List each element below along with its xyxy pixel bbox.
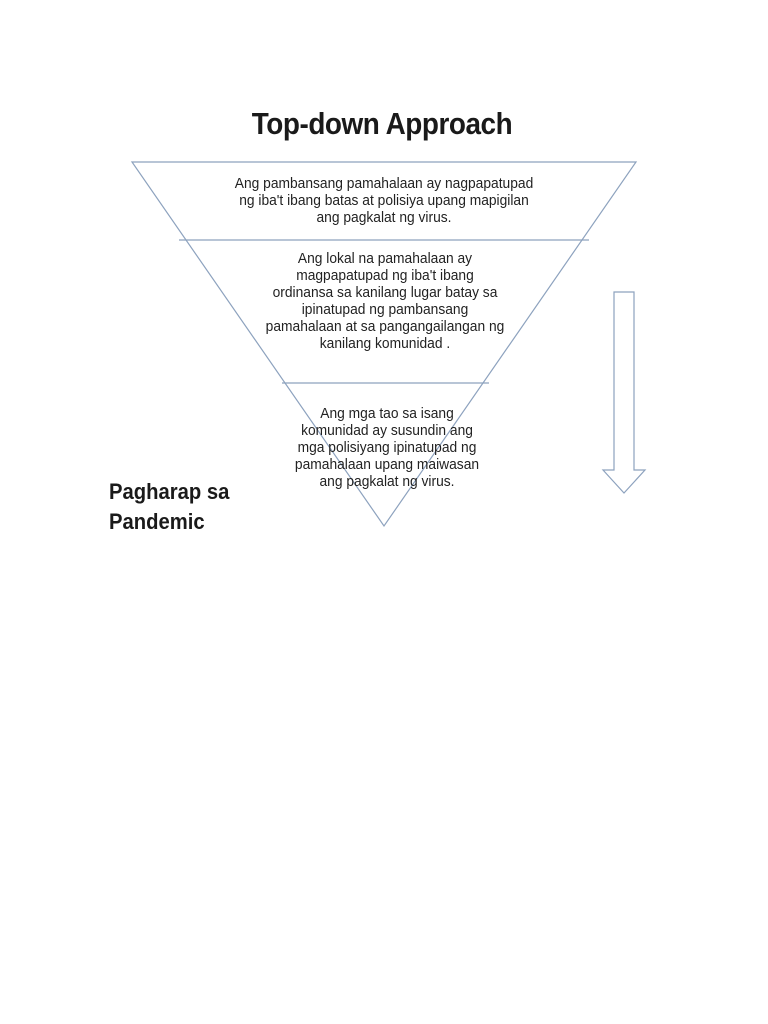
tier-text-line: ang pagkalat ng virus.: [316, 209, 452, 226]
tier-text-line: Ang lokal na pamahalaan ay: [297, 250, 473, 267]
side-label-line: Pandemic: [109, 509, 205, 534]
tier-text-line: ordinansa sa kanilang lugar batay sa: [272, 284, 498, 301]
tier-local-government: [233, 250, 537, 352]
tier-text-line: ng iba't ibang batas at polisiya upang mapigilan: [239, 192, 529, 209]
side-label: [109, 477, 229, 537]
tier-community: [272, 405, 502, 490]
tier-text-line: ang pagkalat ng virus.: [319, 473, 455, 490]
tier-text-line: mga polisiyang ipinatupad ng: [297, 439, 477, 456]
tier-text-line: pamahalaan upang maiwasan: [294, 456, 480, 473]
tier-national-government: [200, 175, 568, 226]
tier-text-line: Ang mga tao sa isang: [320, 405, 454, 422]
tier-text-line: komunidad ay susundin ang: [301, 422, 473, 439]
tier-text-line: kanilang komunidad .: [319, 335, 451, 352]
tier-text-line: Ang pambansang pamahalaan ay nagpapatupad: [234, 175, 534, 192]
side-label-line: Pagharap sa: [109, 479, 230, 504]
down-arrow-icon: [603, 292, 645, 493]
tier-text-line: pamahalaan at sa pangangailangan ng: [265, 318, 505, 335]
tier-text-line: ipinatupad ng pambansang: [301, 301, 469, 318]
diagram-title: Top-down Approach: [251, 106, 513, 141]
tier-text-line: magpapatupad ng iba't ibang: [296, 267, 474, 284]
